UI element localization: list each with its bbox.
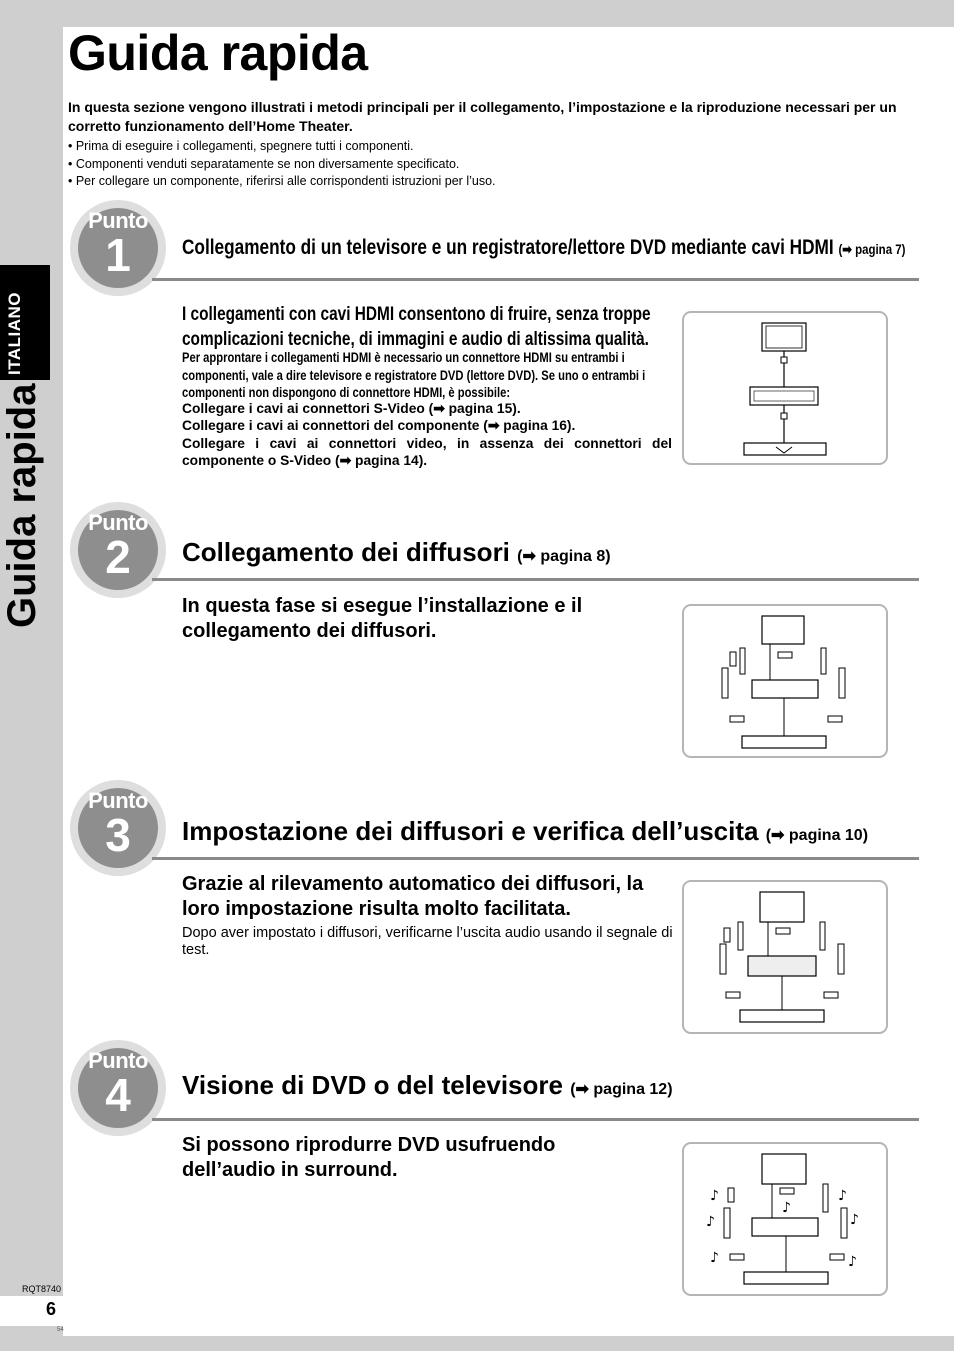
bullet-item: • Prima di eseguire i collegamenti, spegnere tutti i componenti. xyxy=(68,139,414,153)
svg-text:♪: ♪ xyxy=(710,1188,719,1204)
svg-text:♪: ♪ xyxy=(706,1214,715,1230)
tiny-mark: 54 xyxy=(57,1327,64,1333)
step-note: Per approntare i collegamenti HDMI è necessario un connettore HDMI su entrambi i componenti, vale a dire televisore e registratore DVD (lettore DVD). Se uno o entrambi i componenti non dispongono di connettore HDMI, è possibile: xyxy=(182,350,646,400)
step-badge-3 xyxy=(70,780,166,876)
step-rule xyxy=(152,578,919,581)
svg-text:♪: ♪ xyxy=(782,1200,791,1216)
svg-text:♪: ♪ xyxy=(838,1188,847,1204)
step-label: Punto xyxy=(88,208,148,233)
step-label: Punto xyxy=(88,1048,148,1073)
svg-text:♪: ♪ xyxy=(850,1212,859,1228)
step-label: Punto xyxy=(88,510,148,535)
step-lead: Grazie al rilevamento automatico dei diffusori, la loro impostazione risulta molto facilitata. xyxy=(182,873,644,920)
surround-playback-diagram xyxy=(682,1142,888,1296)
svg-text:♪: ♪ xyxy=(710,1250,719,1266)
step-number: 1 xyxy=(105,229,131,281)
step-rule xyxy=(152,278,919,281)
step-options xyxy=(182,400,672,470)
step-badge-1 xyxy=(70,200,166,296)
bullet-item: • Componenti venduti separatamente se non diversamente specificato. xyxy=(68,156,460,171)
page-number: 6 xyxy=(46,1299,57,1319)
side-section-title: Guida rapida xyxy=(0,383,44,628)
step-note: Dopo aver impostato i diffusori, verificarne l’uscita audio usando il segnale di test. xyxy=(182,925,673,958)
step-lead: Si possono riprodurre DVD usufruendo dell’audio in surround. xyxy=(182,1134,556,1181)
speaker-setup-diagram xyxy=(682,880,888,1034)
step-number: 3 xyxy=(105,809,131,861)
step-number: 2 xyxy=(105,531,131,583)
bullet-item: • Per collegare un componente, riferirsi alle corrispondenti istruzioni per l’uso. xyxy=(68,174,496,188)
document-code: RQT8740 xyxy=(22,1284,62,1294)
step-1-text xyxy=(182,302,672,470)
step-badge-4 xyxy=(70,1040,166,1136)
language-label: ITALIANO xyxy=(5,291,24,375)
step-title-1: Collegamento di un televisore e un registratore/lettore DVD mediante cavi HDMI (➡ pagina 7) xyxy=(182,236,906,259)
step-title-3: Impostazione dei diffusori e verifica dell’uscita (➡ pagina 10) xyxy=(182,816,869,846)
step-lead: I collegamenti con cavi HDMI consentono di fruire, senza troppe complicazioni tecniche, di immagini e audio di altissima qualità. xyxy=(182,304,651,350)
step-label: Punto xyxy=(88,788,148,813)
hdmi-connection-diagram xyxy=(682,311,888,465)
step-lead: In questa fase si esegue l’installazione e il collegamento dei diffusori. xyxy=(182,595,583,642)
bullet-list xyxy=(68,138,496,191)
step-number: 4 xyxy=(105,1069,131,1121)
intro-text: In questa sezione vengono illustrati i metodi principali per il collegamento, l’impostazione e la riproduzione necessari per un corretto funzionamento dell’Home Theater. xyxy=(68,99,897,134)
side-strip xyxy=(0,0,63,1351)
option-item: Collegare i cavi ai connettori S-Video (➡ pagina 15). xyxy=(182,400,521,416)
speaker-connection-diagram xyxy=(682,604,888,758)
step-rule xyxy=(152,857,919,860)
step-title-4: Visione di DVD o del televisore (➡ pagina 12) xyxy=(182,1070,673,1100)
step-rule xyxy=(152,1118,919,1121)
page-title: Guida rapida xyxy=(68,25,368,81)
option-item: Collegare i cavi ai connettori video, in assenza dei connettori del componente o S-Video (➡ pagina 14). xyxy=(182,435,672,468)
svg-text:♪: ♪ xyxy=(848,1254,857,1270)
option-item: Collegare i cavi ai connettori del componente (➡ pagina 16). xyxy=(182,418,576,433)
step-3-text xyxy=(182,872,677,959)
step-title-2: Collegamento dei diffusori (➡ pagina 8) xyxy=(182,537,611,567)
step-badge-2 xyxy=(70,502,166,598)
